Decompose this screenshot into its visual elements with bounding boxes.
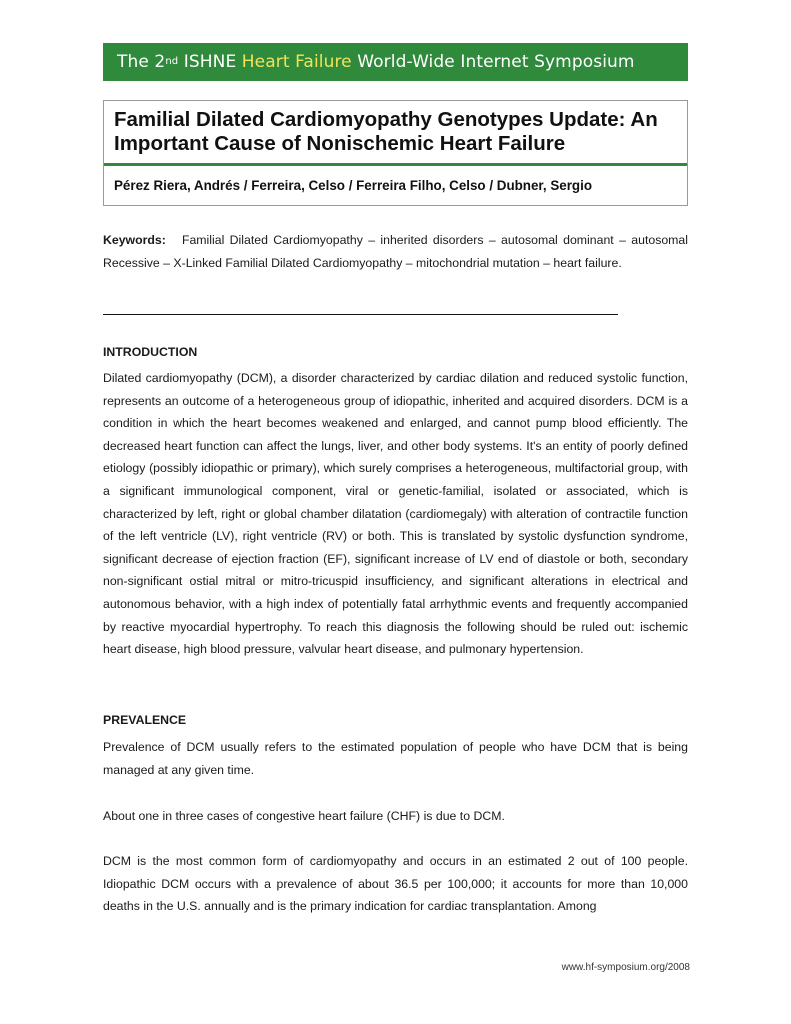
keywords-paragraph xyxy=(103,229,688,274)
banner-org: ISHNE xyxy=(178,52,242,72)
prevalence-paragraph-3: DCM is the most common form of cardiomyopathy and occurs in an estimated 2 out of 100 people. Idiopathic DCM occurs with a prevalence of about 36.5 per 100,000; it accounts for more than 10,000 deaths in the U.S. annually and is the primary indication for cardiac transplantation. Among xyxy=(103,854,688,914)
keywords-text: Familial Dilated Cardiomyopathy – inherited disorders – autosomal dominant – autosomal Recessive – X-Linked Familial Dilated Cardiomyopathy – mitochondrial mutation – heart failure. xyxy=(103,233,688,270)
section-divider xyxy=(103,314,618,315)
symposium-banner: The 2 nd ISHNE Heart Failure World-Wide Internet Symposium xyxy=(103,43,688,81)
prevalence-paragraph-2: About one in three cases of congestive heart failure (CHF) is due to DCM. xyxy=(103,809,505,823)
title-divider xyxy=(104,163,687,166)
banner-suffix: World-Wide Internet Symposium xyxy=(351,52,635,72)
authors: Pérez Riera, Andrés / Ferreira, Celso / Ferreira Filho, Celso / Dubner, Sergio xyxy=(114,178,593,193)
title-box xyxy=(103,100,688,206)
keywords-label: Keywords: xyxy=(103,233,166,247)
prevalence-heading: PREVALENCE xyxy=(103,713,187,727)
banner-prefix: The 2 xyxy=(117,52,166,72)
prevalence-paragraph-1: Prevalence of DCM usually refers to the estimated population of people who have DCM that is being managed at any given time. xyxy=(103,740,688,777)
introduction-heading: INTRODUCTION xyxy=(103,345,198,359)
introduction-body: Dilated cardiomyopathy (DCM), a disorder characterized by cardiac dilation and reduced systolic function, represents an outcome of a heterogeneous group of idiopathic, inherited and acquired disorders. DCM is a condition in which the heart becomes weakened and enlarged, and cannot pump blood efficiently. The decreased heart function can affect the lungs, liver, and other body systems. It's an entity of poorly defined etiology (possibly idiopathic or primary), which surely comprises a heterogeneous, multifactorial group, with a significant immunological component, viral or genetic-familial, isolated or associated, which is characterized by left, right or global chamber dilatation (cardiomegaly) with alteration of contractile function of the left ventricle (LV), right ventricle (RV) or both. This is translated by systolic dysfunction syndrome, significant decrease of ejection fraction (EF), significant increase of LV end of diastole or both, secondary non-significant ostial mitral or mitro-tricuspid insufficiency, and significant alterations in electrical and autonomous behavior, with a high index of potentially fatal arrhythmic events and frequently accompanied by reactive myocardial hypertrophy. To reach this diagnosis the following should be ruled out: ischemic heart disease, high blood pressure, valvular heart disease, and pulmonary hypertension. xyxy=(103,371,688,657)
footer-url: www.hf-symposium.org/2008 xyxy=(561,962,690,973)
paper-title: Familial Dilated Cardiomyopathy Genotypes Update: An Important Cause of Nonischemic Heart Failure xyxy=(114,108,658,155)
banner-highlight: Heart Failure xyxy=(241,52,352,72)
